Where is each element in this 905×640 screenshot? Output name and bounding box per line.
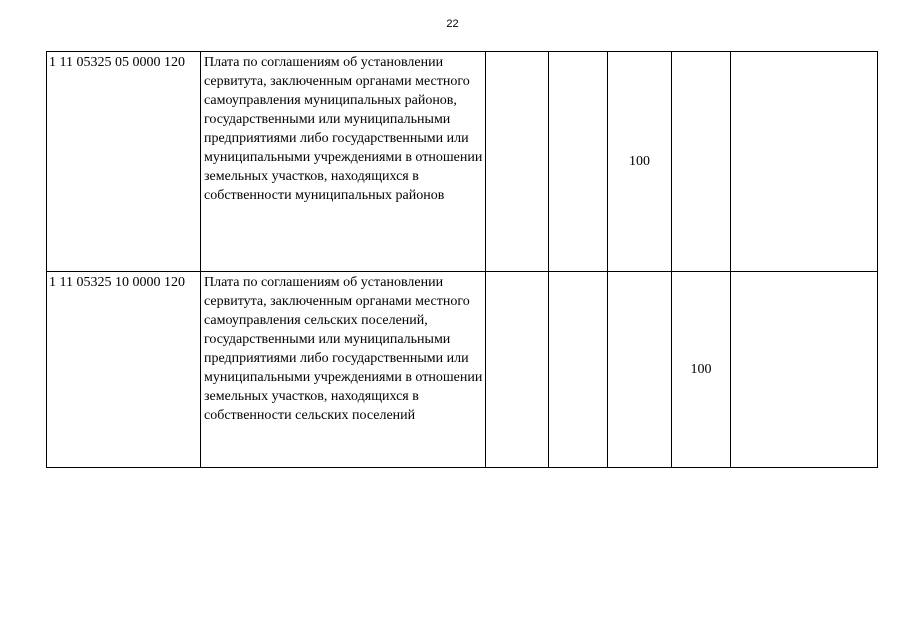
value-cell-col3	[486, 272, 549, 468]
value-cell-col6	[672, 52, 731, 272]
value-cell-col7	[731, 272, 878, 468]
value-cell-col4	[549, 52, 608, 272]
value-cell-col6: 100	[672, 272, 731, 468]
page-number: 22	[446, 18, 459, 30]
value-cell-col7	[731, 52, 878, 272]
revenue-name-cell: Плата по соглашениям об установлении сервитута, заключенным органами местного самоуправления муниципальных районов, государственными или муниципальными предприятиями либо государственными или муниципальными учреждениями в отношении земельных участков, находящихся в собственности муниципальных районов	[201, 52, 486, 272]
budget-table	[46, 51, 878, 468]
budget-code-cell: 1 11 05325 05 0000 120	[47, 52, 201, 272]
table-row	[47, 52, 878, 272]
budget-code-cell: 1 11 05325 10 0000 120	[47, 272, 201, 468]
value-cell-col5	[608, 272, 672, 468]
value-cell-col5: 100	[608, 52, 672, 272]
table-row	[47, 272, 878, 468]
value-cell-col3	[486, 52, 549, 272]
value-cell-col4	[549, 272, 608, 468]
revenue-name-cell: Плата по соглашениям об установлении сервитута, заключенным органами местного самоуправления сельских поселений, государственными или муниципальными предприятиями либо государственными или муниципальными учреждениями в отношении земельных участков, находящихся в собственности сельских поселений	[201, 272, 486, 468]
